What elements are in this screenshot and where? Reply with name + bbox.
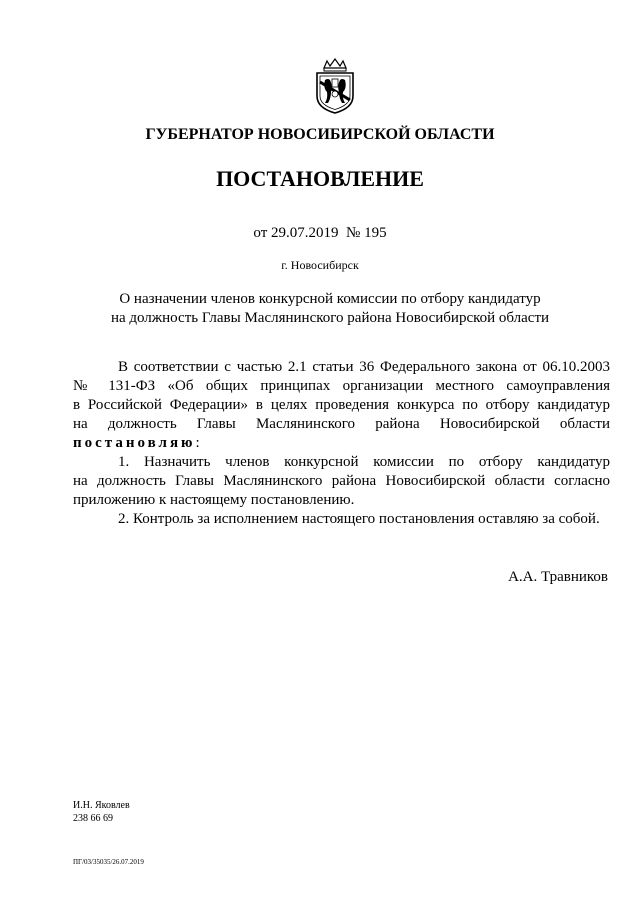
subject-line: на должность Главы Маслянинского района Новосибирской области xyxy=(110,310,550,326)
decree-word: постановляю xyxy=(73,435,196,451)
body-line: В соответствии с частью 2.1 статьи 36 Федерального закона от 06.10.2003 xyxy=(118,359,610,375)
issuing-authority: ГУБЕРНАТОР НОВОСИБИРСКОЙ ОБЛАСТИ xyxy=(145,126,495,143)
body-line: № 131-ФЗ «Об общих принципах организации местного самоуправления xyxy=(73,378,610,394)
decree-colon: : xyxy=(195,435,200,451)
executor-block xyxy=(73,799,130,825)
document-subject xyxy=(70,290,590,328)
body-line: на должность Главы Маслянинского района Новосибирской области xyxy=(73,416,610,432)
body-line: приложению к настоящему постановлению. xyxy=(73,492,355,508)
executor-phone: 238 66 69 xyxy=(73,813,113,824)
governor-signature-name: А.А. Травников xyxy=(508,569,608,585)
novosibirsk-coat-of-arms-icon xyxy=(313,58,357,114)
decree-line xyxy=(73,434,610,453)
document-body xyxy=(73,358,610,529)
document-type-title: ПОСТАНОВЛЕНИЕ xyxy=(216,166,424,191)
body-line: в Российской Федерации» в целях проведения конкурса по отбору кандидатур xyxy=(73,397,610,413)
subject-line: О назначении членов конкурсной комиссии по отбору кандидатур xyxy=(119,291,541,307)
document-city: г. Новосибирск xyxy=(281,258,359,272)
document-date-number: от 29.07.2019 № 195 xyxy=(253,225,387,241)
executor-name: И.Н. Яковлев xyxy=(73,800,130,811)
body-line: 1. Назначить членов конкурсной комиссии по отбору кандидатур xyxy=(118,454,610,470)
document-code: ПГ/03/35035/26.07.2019 xyxy=(73,858,144,866)
body-line: 2. Контроль за исполнением настоящего постановления оставляю за собой. xyxy=(118,511,600,527)
body-line: на должность Главы Маслянинского района Новосибирской области согласно xyxy=(73,473,610,489)
